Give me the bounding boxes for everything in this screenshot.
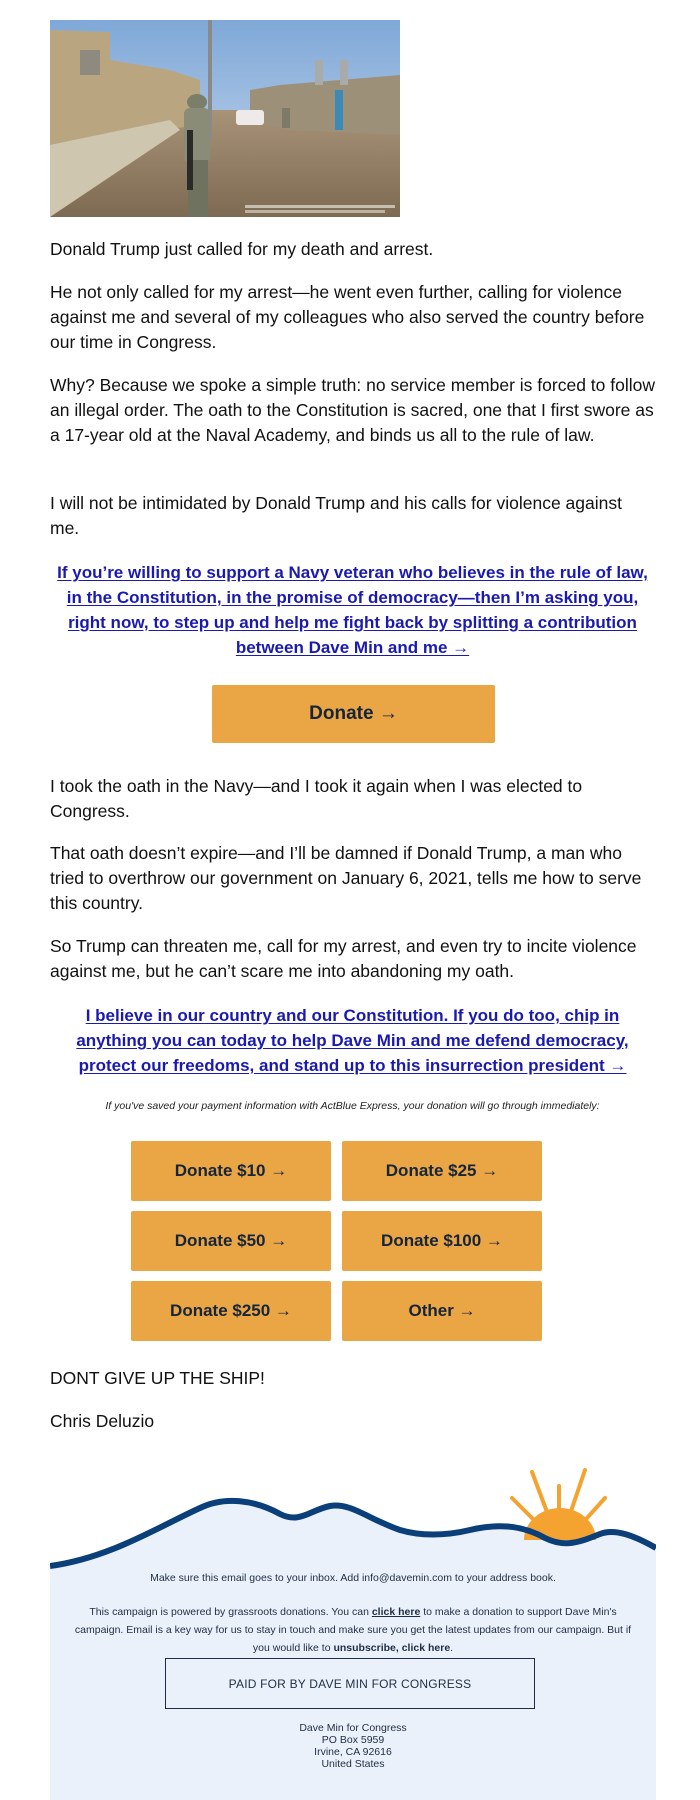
- address-line: Irvine, CA 92616: [314, 1746, 392, 1758]
- footer-paragraph: [72, 1603, 634, 1657]
- paragraph: That oath doesn’t expire—and I’ll be damned if Donald Trump, a man who tried to overthrow our government on January 6, 2021, tells me how to serve this country.: [50, 843, 642, 913]
- donate-100-button[interactable]: Donate $100 →: [342, 1211, 542, 1271]
- footer-text: to make a donation to support Dave Min's campaign. Email is a key way for us to stay in touch and make sure you get the latest updates from our campaign. But if you would like to: [74, 1606, 632, 1654]
- donate-other-button[interactable]: Other →: [342, 1281, 542, 1341]
- chip-in-appeal: [50, 1003, 655, 1078]
- footer-text: This campaign is powered by grassroots donations. You can: [89, 1606, 372, 1618]
- donate-250-button[interactable]: Donate $250 →: [131, 1281, 331, 1341]
- paragraph: I will not be intimidated by Donald Trump and his calls for violence against me.: [50, 493, 622, 538]
- paragraph: So Trump can threaten me, call for my arrest, and even try to incite violence against me, but he can’t scare me into abandoning my oath.: [50, 936, 637, 981]
- soldier-photo-image: [50, 20, 400, 217]
- footer-text: .: [450, 1642, 454, 1654]
- paragraph: He not only called for my arrest—he went even further, calling for violence against me and several of my colleagues who also served the country before our time in Congress.: [50, 282, 645, 352]
- donation-appeal: [50, 560, 655, 660]
- donate-10-button[interactable]: Donate $10 →: [131, 1141, 331, 1201]
- chip-in-link[interactable]: I believe in our country and our Constitution. If you do too, chip in anything you can today to help Dave Min and me defend democracy, protect our freedoms, and stand up to this insurrection president →: [76, 1006, 629, 1075]
- signature: Chris Deluzio: [50, 1411, 155, 1431]
- mailing-address: [60, 1722, 646, 1770]
- paragraph: Donald Trump just called for my death and arrest.: [50, 239, 434, 259]
- inbox-note: Make sure this email goes to your inbox. Add info@davemin.com to your address book.: [150, 1572, 556, 1584]
- address-line: Dave Min for Congress: [299, 1722, 407, 1734]
- donate-25-button[interactable]: Donate $25 →: [342, 1141, 542, 1201]
- sun-wave-logo-icon: [50, 1468, 656, 1578]
- donation-appeal-link[interactable]: If you’re willing to support a Navy veteran who believes in the rule of law, in the Constitution, in the promise of democracy—then I’m asking you, right now, to step up and help me fight back by splitting a contribution between Dave Min and me →: [57, 563, 648, 657]
- donate-50-button[interactable]: Donate $50 →: [131, 1211, 331, 1271]
- paragraph: I took the oath in the Navy—and I took it again when I was elected to Congress.: [50, 776, 583, 821]
- closing-line: DONT GIVE UP THE SHIP!: [50, 1368, 265, 1388]
- paid-for-disclaimer: [165, 1658, 535, 1709]
- actblue-express-note: If you've saved your payment information with ActBlue Express, your donation will go through immediately:: [105, 1100, 600, 1112]
- hero-photo: [50, 20, 400, 217]
- paragraph: Why? Because we spoke a simple truth: no service member is forced to follow an illegal order. The oath to the Constitution is sacred, one that I first swore as a 17-year old at the Naval Academy, and binds us all to the rule of law.: [50, 375, 655, 445]
- donate-button[interactable]: Donate →: [212, 685, 495, 743]
- paid-for-text: PAID FOR BY DAVE MIN FOR CONGRESS: [228, 1676, 472, 1691]
- unsubscribe-link[interactable]: unsubscribe, click here: [333, 1642, 451, 1654]
- donate-amount-grid: [131, 1141, 542, 1341]
- address-line: United States: [321, 1758, 385, 1770]
- click-here-donate-link[interactable]: click here: [371, 1606, 421, 1618]
- address-line: PO Box 5959: [321, 1734, 385, 1746]
